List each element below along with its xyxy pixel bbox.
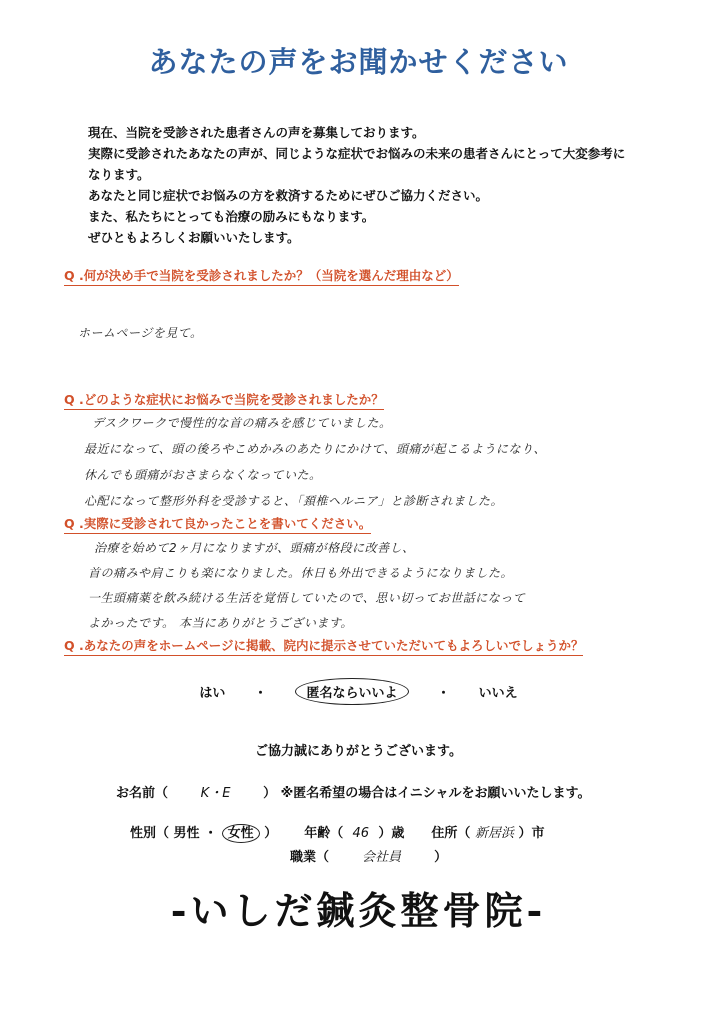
address-label: 住所（ bbox=[431, 826, 471, 841]
gender-male: 男性 bbox=[173, 826, 200, 841]
answer-line: 最近になって、頭の後ろやこめかみのあたりにかけて、頭痛が起こるようになり、 bbox=[84, 442, 547, 456]
question-1: Q .何が決め手で当院を受診されましたか？（当院を選んだ理由など） bbox=[64, 266, 459, 286]
name-row bbox=[116, 782, 590, 801]
answer-3 bbox=[88, 536, 525, 636]
gender-female-circled: 女性 bbox=[222, 824, 260, 843]
answer-1 bbox=[78, 324, 203, 341]
intro-text bbox=[88, 122, 648, 248]
intro-line: ぜひともよろしくお願いいたします。 bbox=[88, 230, 300, 245]
intro-line: 実際に受診されたあなたの声が、同じような症状でお悩みの未来の患者さんにとって大変参考に bbox=[88, 146, 626, 161]
gender-close: ） bbox=[264, 826, 278, 841]
separator-dot: ・ bbox=[437, 686, 451, 701]
age-label: 年齢（ bbox=[304, 826, 344, 841]
answer-line: 首の痛みや肩こりも楽になりました。休日も外出できるようになりました。 bbox=[88, 566, 514, 580]
clinic-name: -いしだ鍼灸整骨院- bbox=[170, 888, 547, 933]
answer-2 bbox=[84, 410, 546, 514]
page-title: あなたの声をお聞かせください bbox=[148, 45, 569, 79]
thanks-message: ご協力誠にありがとうございます。 bbox=[255, 744, 462, 759]
answer-line: よかったです。 本当にありがとうございます。 bbox=[88, 616, 353, 630]
gender-dot: ・ bbox=[204, 826, 218, 841]
intro-line: また、私たちにとっても治療の励みにもなります。 bbox=[88, 209, 375, 224]
answer-line: 治療を始めて2ヶ月になりますが、頭痛が格段に改善し、 bbox=[94, 541, 415, 555]
option-anonymous-circled: 匿名ならいいよ bbox=[295, 678, 408, 705]
answer-line: 休んでも頭痛がおさまらなくなっていた。 bbox=[84, 468, 322, 482]
name-value: K・E bbox=[200, 786, 231, 801]
job-value: 会社員 bbox=[362, 850, 402, 865]
question-3: Q .実際に受診されて良かったことを書いてください。 bbox=[64, 514, 371, 534]
separator-dot: ・ bbox=[253, 686, 267, 701]
option-yes: はい bbox=[199, 686, 226, 701]
job-label: 職業（ bbox=[290, 850, 330, 865]
address-value: 新居浜 bbox=[474, 826, 514, 841]
intro-line: 現在、当院を受診された患者さんの声を募集しております。 bbox=[88, 125, 425, 140]
info-row bbox=[130, 822, 545, 841]
question-4: Q .あなたの声をホームページに掲載、院内に提示させていただいてもよろしいでしょうか？ bbox=[64, 636, 583, 656]
job-row bbox=[290, 846, 447, 865]
answer-line: 心配になって整形外科を受診すると、「頚椎ヘルニア」と診断されました。 bbox=[84, 494, 504, 508]
name-note: ※匿名希望の場合はイニシャルをお願いいたします。 bbox=[280, 786, 591, 801]
answer-line: 一生頭痛薬を飲み続ける生活を覚悟していたので、思い切ってお世話になって bbox=[88, 591, 526, 605]
question-2: Q .どのような症状にお悩みで当院を受診されましたか？ bbox=[64, 390, 384, 410]
name-close: ） bbox=[263, 786, 277, 801]
age-value: 46 bbox=[352, 826, 370, 841]
intro-line: なります。 bbox=[88, 167, 150, 182]
address-close: ）市 bbox=[518, 826, 545, 841]
gender-label: 性別（ bbox=[130, 826, 170, 841]
age-close: ）歳 bbox=[378, 826, 405, 841]
option-no: いいえ bbox=[478, 686, 518, 701]
answer-line: デスクワークで慢性的な首の痛みを感じていました。 bbox=[92, 416, 392, 430]
answer-line: ホームページを見て。 bbox=[78, 326, 203, 340]
job-close: ） bbox=[434, 850, 448, 865]
intro-line: あなたと同じ症状でお悩みの方を救済するためにぜひご協力ください。 bbox=[88, 188, 489, 203]
name-label: お名前（ bbox=[116, 786, 169, 801]
consent-options bbox=[0, 678, 717, 705]
